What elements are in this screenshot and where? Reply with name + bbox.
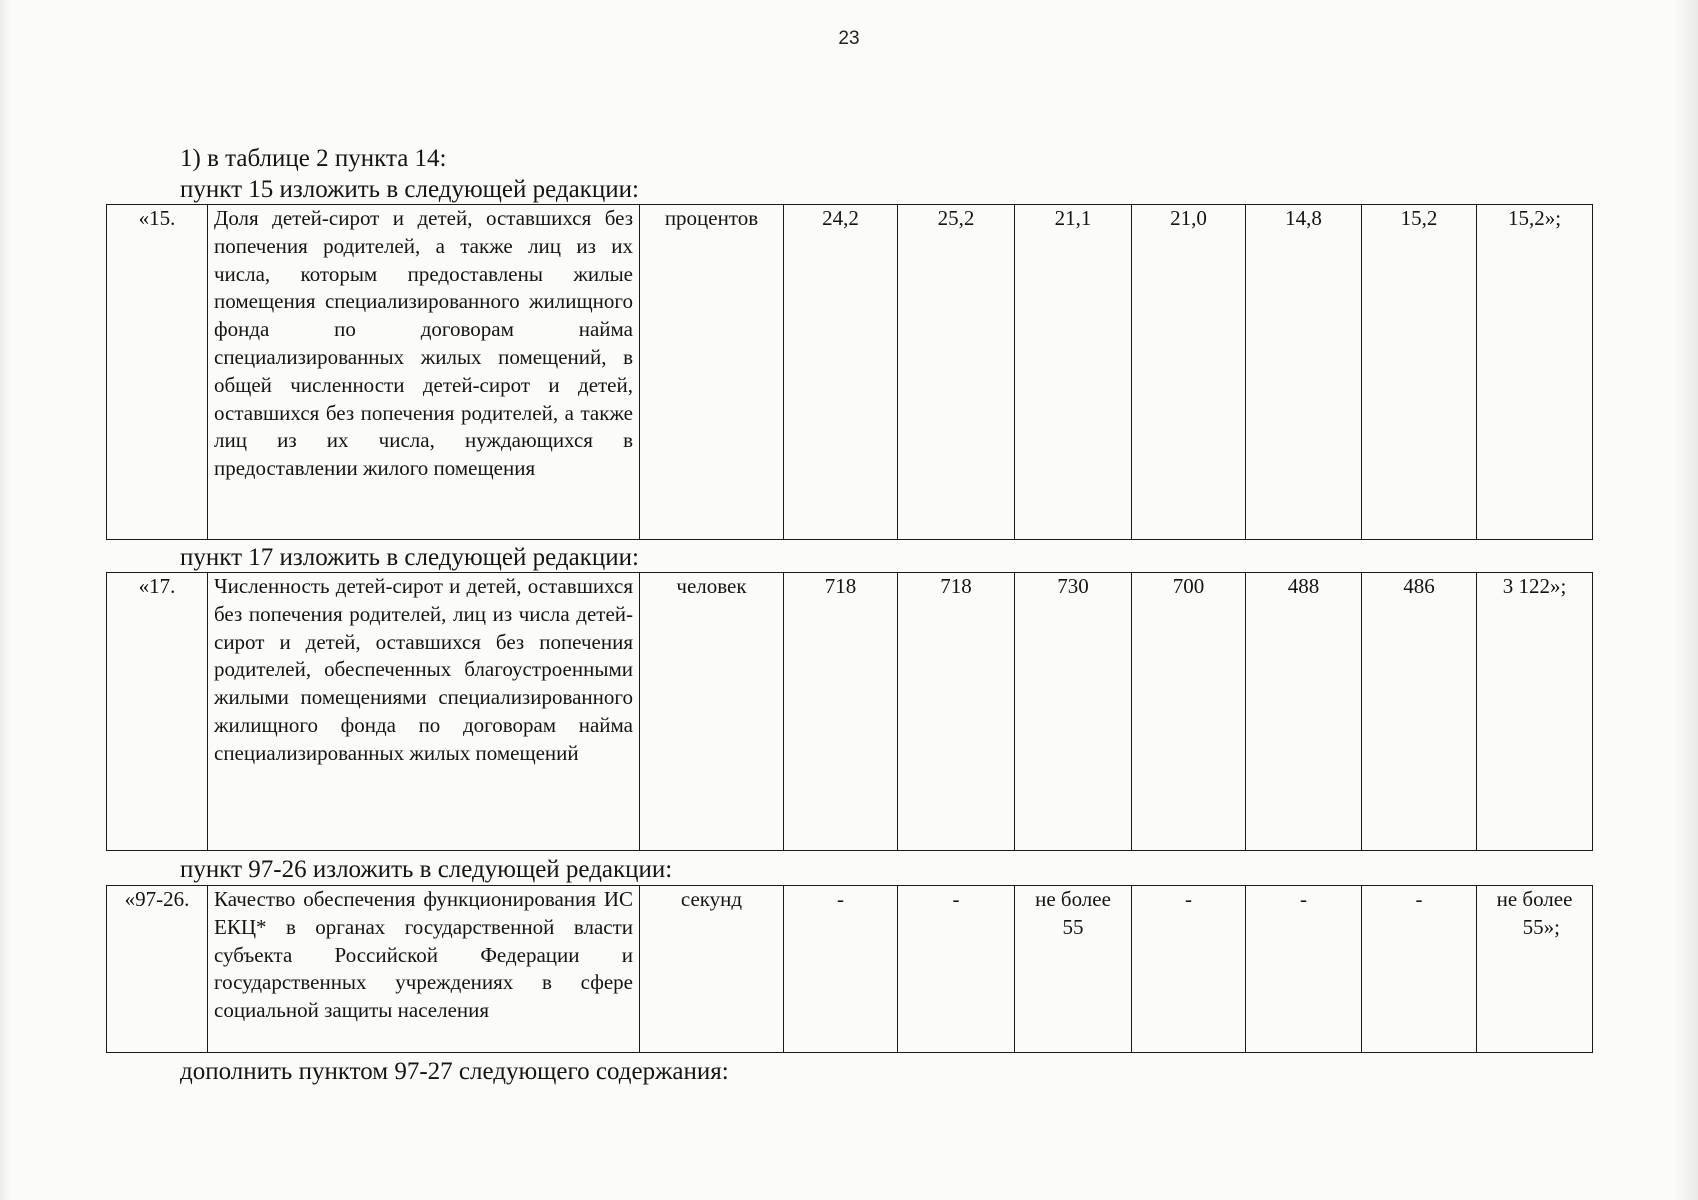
scan-left-edge [0,0,10,1200]
value-cell: 14,8 [1246,205,1362,540]
indicator-description: Доля детей-сирот и детей, оставшихся без попечения родителей, а также лиц из их числа, которым предоставлены жилые помещения специализированного жилищного фонда по договорам найма специализированных жилых помещений, в общей численности детей-сирот и детей, оставшихся без попечения родителей, а также лиц из их числа, нуждающихся в предоставлении жилого помещения [208,205,640,540]
page-number: 23 [838,28,860,49]
value-cell: 718 [784,573,898,851]
unit-cell: секунд [640,886,784,1053]
row-number: «97-26. [107,886,208,1053]
value-cell: 718 [898,573,1015,851]
unit-cell: процентов [640,205,784,540]
heading-point-97-26: пункт 97-26 изложить в следующей редакции: [180,856,673,883]
value-cell: 3 122»; [1477,573,1593,851]
value-cell-last [1477,886,1593,1053]
last-value-line-2: 55»; [1522,914,1560,939]
value-cell: 21,1 [1015,205,1132,540]
heading-point-17: пункт 17 изложить в следующей редакции: [180,544,639,571]
value-cell: - [1362,886,1477,1053]
table-point-17 [106,572,1593,851]
row-number: «17. [107,573,208,851]
value-cell: 700 [1132,573,1246,851]
table-point-15 [106,204,1593,540]
row-number: «15. [107,205,208,540]
value-cell: - [1132,886,1246,1053]
value-cell: 488 [1246,573,1362,851]
value-cell: 730 [1015,573,1132,851]
value-cell: - [1246,886,1362,1053]
value-cell: 24,2 [784,205,898,540]
value-cell: - [784,886,898,1053]
table-row [107,886,1593,1053]
value-cell: 486 [1362,573,1477,851]
scan-right-edge [1674,0,1698,1200]
heading-point-97-27: дополнить пунктом 97-27 следующего содержания: [180,1058,729,1085]
unit-cell: человек [640,573,784,851]
last-value-line-1: не более [1496,887,1573,911]
table-row [107,573,1593,851]
value-cell: - [898,886,1015,1053]
value-cell: 15,2 [1362,205,1477,540]
table-row [107,205,1593,540]
value-cell: 25,2 [898,205,1015,540]
indicator-description: Качество обеспечения функционирования ИС ЕКЦ* в органах государственной власти субъекта Российской Федерации и государственных учреждениях в сфере социальной защиты населения [208,886,640,1053]
table-point-97-26 [106,885,1593,1053]
value-cell: 21,0 [1132,205,1246,540]
indicator-description: Численность детей-сирот и детей, оставшихся без попечения родителей, лиц из числа детей-сирот и детей, оставшихся без попечения родителей, обеспеченных благоустроенными жилыми помещениями специализированного жилищного фонда по договорам найма специализированных жилых помещений [208,573,640,851]
value-cell: не более 55 [1015,886,1132,1053]
heading-point-15: пункт 15 изложить в следующей редакции: [180,176,639,203]
value-cell: 15,2»; [1477,205,1593,540]
intro-item: 1) в таблице 2 пункта 14: [180,145,447,172]
